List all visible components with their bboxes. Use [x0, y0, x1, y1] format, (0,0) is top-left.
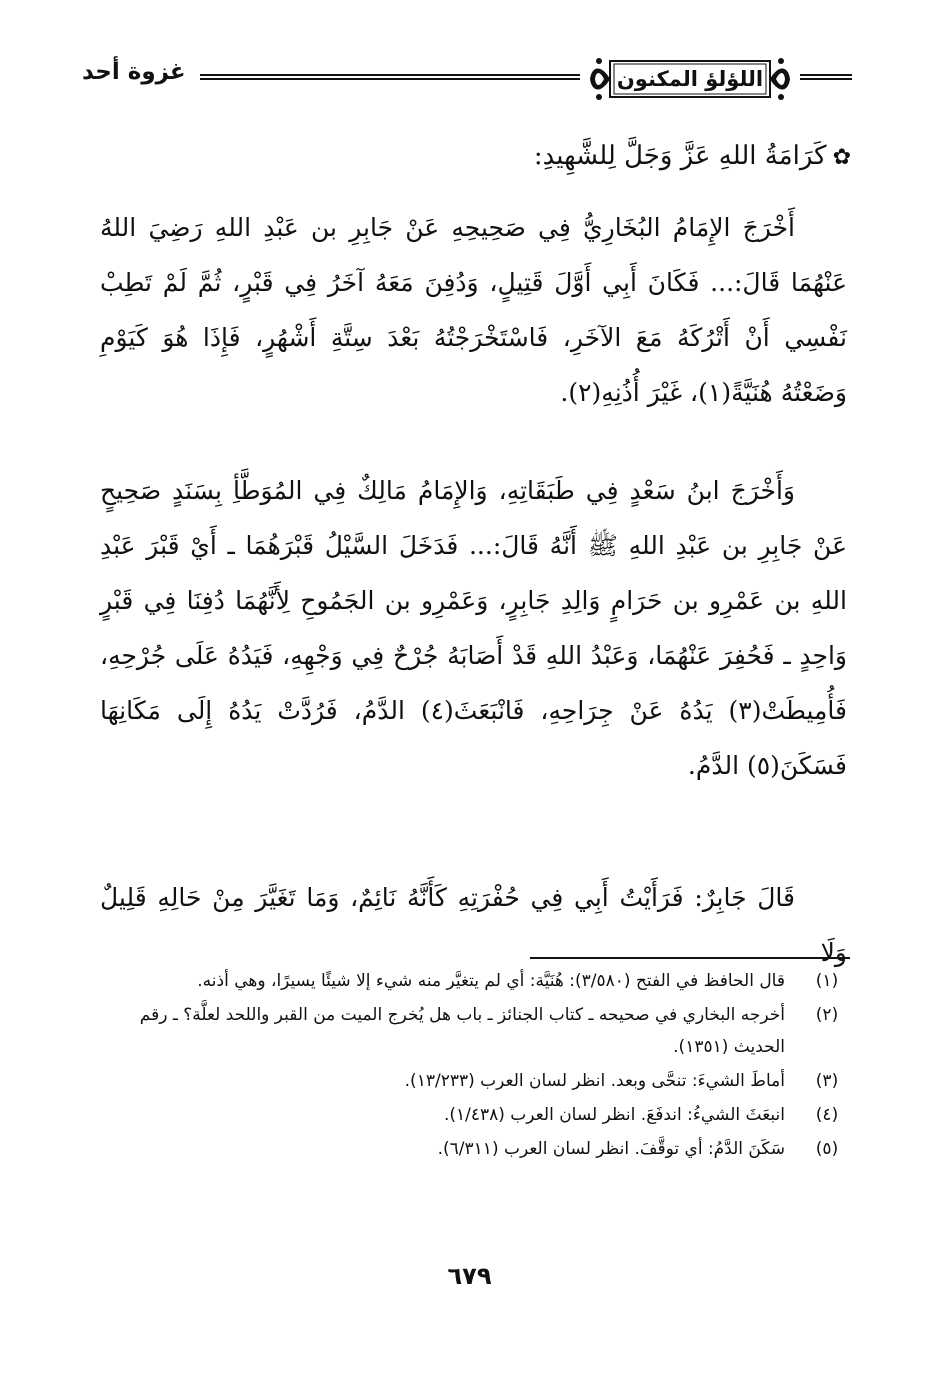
section-heading-text: كَرَامَةُ اللهِ عَزَّ وَجَلَّ لِلشَّهِيدِ:	[533, 141, 827, 171]
book-title-cartouche	[588, 55, 792, 103]
page-number: ٦٧٩	[447, 1262, 492, 1290]
header-rule-left	[200, 74, 580, 80]
footnote-number: (٢)	[815, 1005, 839, 1025]
footnote-number: (١)	[815, 971, 839, 991]
flower-ornament-icon: ✿	[832, 145, 851, 170]
paragraph-2	[100, 463, 847, 793]
footnote-5	[95, 1133, 847, 1165]
paragraph-3-text: قَالَ جَابِرٌ: فَرَأَيْتُ أَبِي فِي حُفْرَتِهِ كَأَنَّهُ نَائِمٌ، وَمَا تَغَيَّرَ مِنْ حَالِهِ قَلِيلٌ وَلَا	[100, 883, 847, 967]
footnote-text: سَكَنَ الدَّمُ: أي توقَّفَ. انظر لسان العرب (٦/٣١١).	[437, 1139, 785, 1159]
paragraph-3	[100, 870, 847, 980]
paragraph-1	[100, 200, 847, 420]
footnote-3	[95, 1065, 847, 1097]
footnote-number: (٥)	[815, 1139, 839, 1159]
footnote-separator	[530, 957, 850, 959]
header-rule-right	[800, 74, 852, 80]
footnote-number: (٤)	[815, 1105, 839, 1125]
footnote-text: أخرجه البخاري في صحيحه ـ كتاب الجنائز ـ باب هل يُخرج الميت من القبر واللحد لعلَّة؟ ـ رقم الحديث (١٣٥١).	[139, 1005, 785, 1057]
footnote-2	[95, 999, 847, 1063]
footnote-4	[95, 1099, 847, 1131]
footnote-text: قال الحافظ في الفتح (٣/٥٨٠): هُنَيَّة: أي لم يتغيَّر منه شيء إلا شيئًا يسيرًا، وهي أذنه.	[197, 971, 785, 991]
footnote-1	[95, 965, 847, 997]
running-header	[82, 55, 852, 117]
paragraph-2-text: وَأَخْرَجَ ابنُ سَعْدٍ فِي طَبَقَاتِهِ، وَالإِمَامُ مَالِكٌ فِي المُوَطَّأِ بِسَنَدٍ صَحِيحٍ عَنْ جَابِرِ بن عَبْدِ اللهِ ﷺ أَنَّهُ قَالَ:... فَدَخَلَ السَّيْلُ قَبْرَهُمَا ـ أَيْ قَبْرَ عَبْدِ اللهِ بن عَمْرِو بن حَرَامٍ وَالِدِ جَابِرٍ، وَعَمْرِو بن الجَمُوحِ لِأَنَّهُمَا دُفِنَا فِي قَبْرٍ وَاحِدٍ ـ فَحُفِرَ عَنْهُمَا، وَعَبْدُ اللهِ قَدْ أَصَابَهُ جُرْحٌ فِي وَجْهِهِ، فَيَدُهُ عَلَى جُرْحِهِ، فَأُمِيطَتْ(٣) يَدُهُ عَنْ جِرَاحِهِ، فَانْبَعَثَ(٤) الدَّمُ، فَرُدَّتْ يَدُهُ إِلَى مَكَانِهَا فَسَكَنَ(٥) الدَّمُ.	[100, 476, 847, 780]
footnote-number: (٣)	[815, 1071, 839, 1091]
section-heading	[151, 134, 851, 180]
footnote-text: أماطَ الشيءَ: تنحَّى وبعد. انظر لسان العرب (١٣/٢٣٣).	[404, 1071, 785, 1091]
footnotes	[95, 965, 847, 1167]
book-title: اللؤلؤ المكنون	[616, 67, 764, 91]
paragraph-1-text: أَخْرَجَ الإِمَامُ البُخَارِيُّ فِي صَحِيحِهِ عَنْ جَابِرِ بن عَبْدِ اللهِ رَضِيَ اللهُ عَنْهُمَا قَالَ:... فَكَانَ أَبِي أَوَّلَ قَتِيلٍ، وَدُفِنَ مَعَهُ آخَرُ فِي قَبْرٍ، ثُمَّ لَمْ تَطِبْ نَفْسِي أَنْ أَتْرُكَهُ مَعَ الآخَرِ، فَاسْتَخْرَجْتُهُ بَعْدَ سِتَّةِ أَشْهُرٍ، فَإِذَا هُوَ كَيَوْمِ وَضَعْتُهُ هُنَيَّةً(١)، غَيْرَ أُذُنِهِ(٢).	[100, 213, 847, 407]
footnote-text: انبعَثَ الشيءُ: اندفَعَ. انظر لسان العرب (١/٤٣٨).	[443, 1105, 785, 1125]
chapter-title: غزوة أحد	[82, 59, 186, 85]
